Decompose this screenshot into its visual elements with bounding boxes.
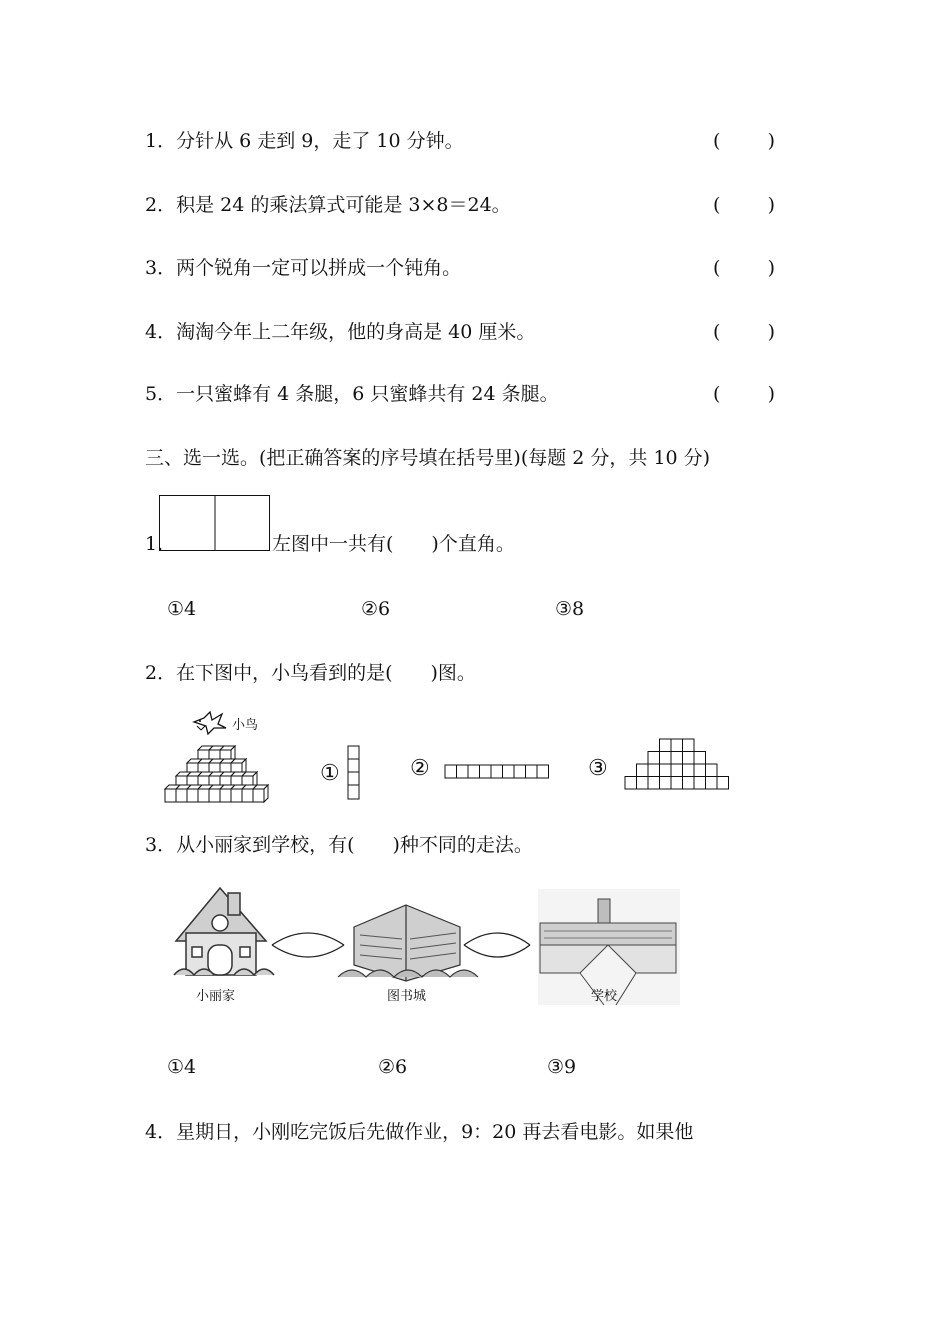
q1-option-2[interactable]: ②6 — [361, 598, 391, 620]
view-figure-3 — [624, 738, 730, 790]
judge-text-4: 4．淘淘今年上二年级，他的身高是 40 厘米。 — [145, 321, 536, 343]
school-label: 学校 — [591, 989, 618, 1004]
bookstore-label: 图书城 — [387, 989, 427, 1004]
q2-option-2-mark[interactable]: ② — [410, 756, 430, 781]
house-icon — [174, 888, 274, 975]
judge-text-5: 5．一只蜜蜂有 4 条腿，6 只蜜蜂共有 24 条腿。 — [145, 383, 559, 405]
judge-text-2: 2．积是 24 的乘法算式可能是 3×8＝24。 — [145, 194, 511, 216]
q1-option-1[interactable]: ①4 — [167, 598, 197, 620]
q1-option-3[interactable]: ③8 — [555, 598, 585, 620]
bird-label: 小鸟 — [232, 718, 259, 733]
cube-stack-figure — [164, 742, 276, 804]
q2-option-3-mark[interactable]: ③ — [588, 756, 608, 781]
q3-option-3[interactable]: ③9 — [547, 1056, 577, 1078]
q3-option-2[interactable]: ②6 — [378, 1056, 408, 1078]
q4-text: 4．星期日，小刚吃完饭后先做作业，9：20 再去看电影。如果他 — [145, 1121, 694, 1143]
home-label: 小丽家 — [196, 989, 236, 1004]
q2-option-1-mark[interactable]: ① — [320, 761, 340, 786]
section-title: 三、选一选。(把正确答案的序号填在括号里)(每题 2 分，共 10 分) — [145, 447, 711, 469]
q3-option-1[interactable]: ①4 — [167, 1056, 197, 1078]
judge-text-1: 1．分针从 6 走到 9，走了 10 分钟。 — [145, 130, 464, 152]
view-figure-1 — [347, 745, 361, 803]
q1-text: 左图中一共有( )个直角。 — [272, 533, 515, 555]
q2-text: 2．在下图中，小鸟看到的是( )图。 — [145, 662, 476, 684]
rectangle-figure — [159, 495, 271, 551]
library-building-icon — [338, 905, 478, 981]
bird-icon — [192, 708, 232, 738]
view-figure-2 — [444, 764, 550, 780]
route-illustration — [168, 883, 680, 1005]
judge-text-3: 3．两个锐角一定可以拼成一个钝角。 — [145, 257, 462, 279]
q1-number: 1. — [145, 533, 164, 555]
q3-text: 3．从小丽家到学校，有( )种不同的走法。 — [145, 834, 533, 856]
school-building-icon — [538, 889, 680, 1005]
